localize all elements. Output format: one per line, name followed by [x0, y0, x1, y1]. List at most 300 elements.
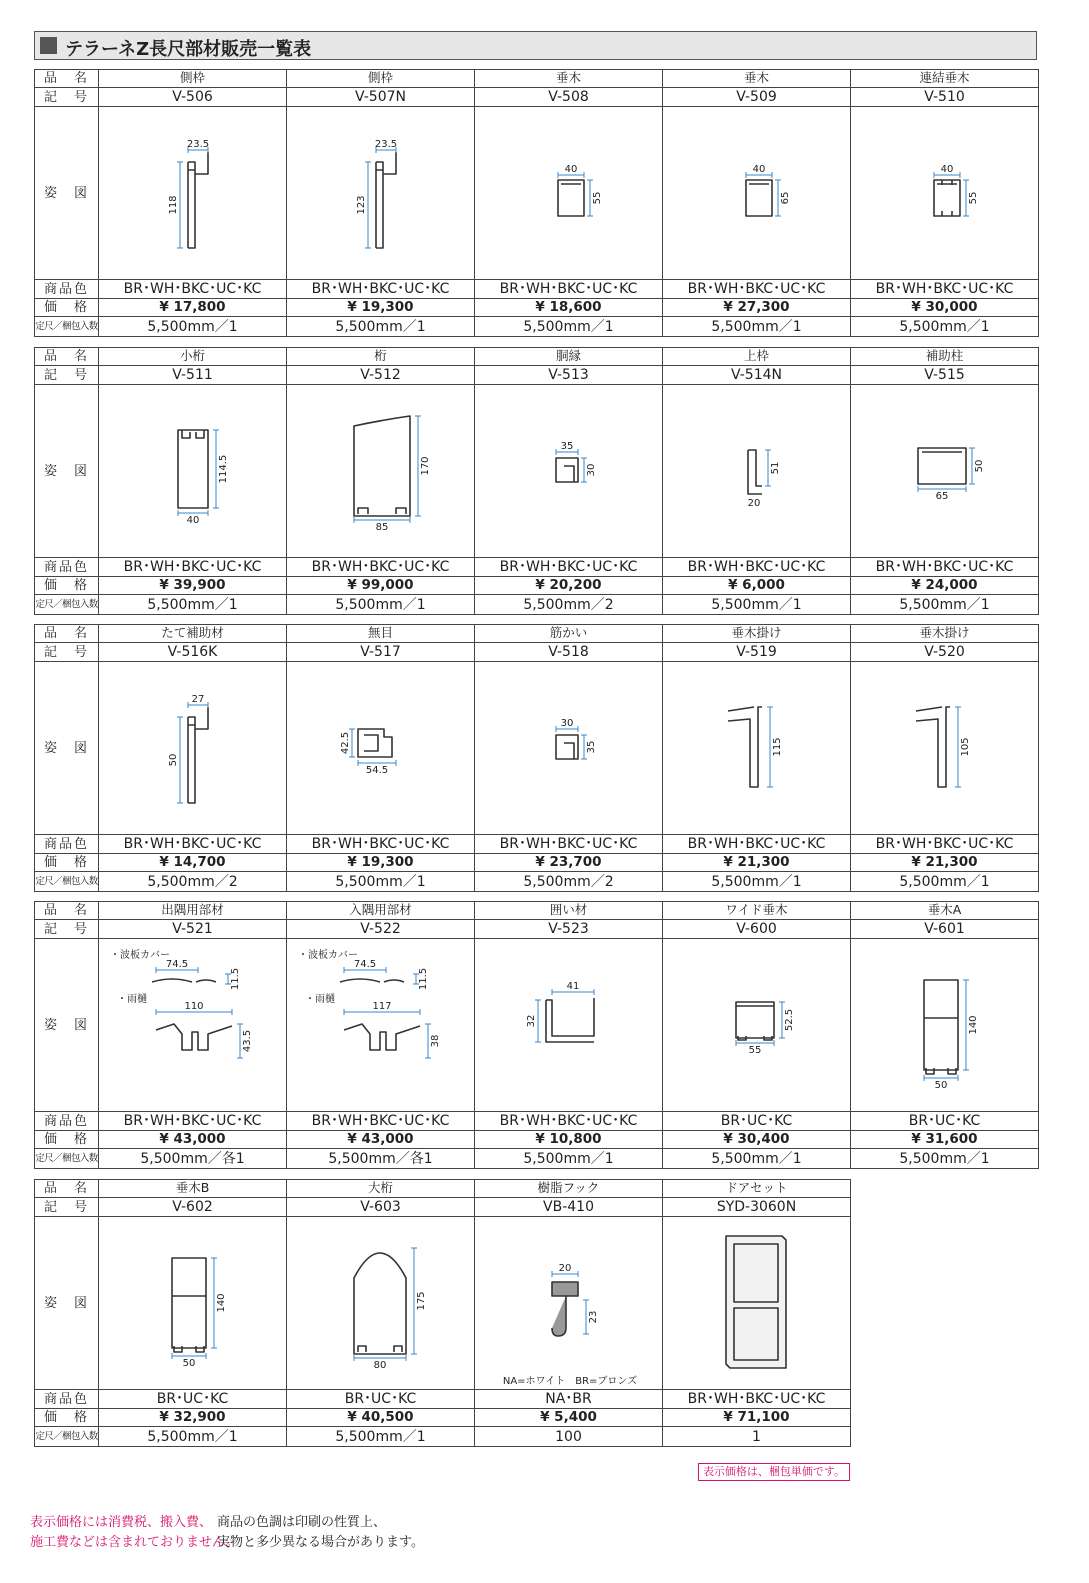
profile-shape	[188, 707, 208, 803]
product-code: V-523	[475, 920, 663, 939]
product-name: ドアセット	[663, 1180, 851, 1198]
product-colors: BR･WH･BKC･UC･KC	[663, 280, 851, 299]
product-colors: BR･WH･BKC･UC･KC	[99, 835, 287, 854]
row-label-color: 商品色	[35, 558, 99, 577]
product-unit: 5,500mm／1	[475, 317, 663, 337]
title-bar	[34, 31, 1037, 60]
product-price: ¥ 71,100	[663, 1409, 851, 1427]
dimension-label: 11.5	[417, 967, 429, 991]
product-code: V-521	[99, 920, 287, 939]
product-name: 連結垂木	[851, 70, 1039, 88]
product-block-5	[34, 1179, 1039, 1447]
row-label-code: 記 号	[35, 88, 99, 107]
dimension-label: 42.5	[339, 731, 351, 755]
dimension-label: 50	[182, 1358, 195, 1369]
row-price	[35, 1409, 1039, 1427]
dimension-label: 55	[591, 191, 603, 205]
row-label-price: 価 格	[35, 299, 99, 317]
product-code: V-603	[287, 1198, 475, 1217]
dimension-label: 55	[967, 191, 979, 205]
product-figure	[99, 107, 287, 280]
product-name: 垂木A	[851, 902, 1039, 920]
dimension-label: 51	[769, 461, 781, 475]
dimension-label: 140	[215, 1293, 227, 1313]
profile-drawing	[100, 1218, 286, 1388]
empty-cell	[851, 1217, 1039, 1390]
product-unit: 5,500mm／2	[99, 872, 287, 892]
profile-shape	[942, 180, 952, 216]
product-name: 垂木	[663, 70, 851, 88]
figure-caption: ・雨樋	[116, 994, 147, 1005]
profile-shape	[152, 979, 216, 982]
dimension-label: 50	[934, 1080, 947, 1091]
product-unit: 5,500mm／1	[287, 595, 475, 615]
profile-drawing	[664, 940, 850, 1110]
product-figure	[475, 662, 663, 835]
product-price: ¥ 21,300	[851, 854, 1039, 872]
product-price: ¥ 17,800	[99, 299, 287, 317]
product-figure	[475, 1217, 663, 1390]
dimension-label: 117	[371, 1001, 392, 1012]
profile-drawing	[288, 108, 474, 278]
product-code: V-514N	[663, 366, 851, 385]
product-price: ¥ 14,700	[99, 854, 287, 872]
product-colors: BR･WH･BKC･UC･KC	[99, 1112, 287, 1131]
product-colors: BR･WH･BKC･UC･KC	[851, 558, 1039, 577]
empty-cell	[851, 1180, 1039, 1198]
product-figure	[287, 939, 475, 1112]
row-label-price: 価 格	[35, 1409, 99, 1427]
dimension-label: 35	[560, 441, 573, 452]
product-colors: BR･WH･BKC･UC･KC	[475, 280, 663, 299]
row-price	[35, 854, 1039, 872]
footer-tax-line-1: 表示価格には消費税、搬入費、	[30, 1515, 213, 1530]
dimension-label: 20	[747, 498, 760, 509]
product-block-2	[34, 347, 1039, 615]
product-code: V-510	[851, 88, 1039, 107]
product-code: V-515	[851, 366, 1039, 385]
product-unit: 5,500mm／1	[663, 1149, 851, 1169]
row-label-unit: 定尺／梱包入数	[35, 872, 99, 892]
row-label-figure: 姿 図	[35, 1217, 99, 1390]
profile-shape	[728, 707, 762, 787]
row-label-color: 商品色	[35, 1112, 99, 1131]
product-block-3	[34, 624, 1039, 892]
footer-color-note	[217, 1513, 424, 1553]
price-note: 表示価格は、梱包単価です。	[698, 1463, 850, 1481]
product-figure	[851, 107, 1039, 280]
row-label-name: 品 名	[35, 625, 99, 643]
product-price: ¥ 27,300	[663, 299, 851, 317]
product-name: 垂木	[475, 70, 663, 88]
profile-shape	[354, 416, 410, 516]
dimension-label: 30	[560, 718, 573, 729]
dimension-label: 43.5	[241, 1029, 253, 1053]
product-unit: 5,500mm／2	[475, 595, 663, 615]
profile-drawing	[664, 108, 850, 278]
dimension-label: 40	[752, 164, 765, 175]
product-name: 入隅用部材	[287, 902, 475, 920]
profile-drawing	[288, 386, 474, 556]
product-price: ¥ 39,900	[99, 577, 287, 595]
profile-drawing	[100, 386, 286, 556]
figure-caption: ・雨樋	[304, 994, 335, 1005]
product-figure	[287, 107, 475, 280]
dimension-label: 80	[373, 1360, 386, 1371]
page-title: テラーネZ長尺部材販売一覧表	[65, 39, 312, 60]
profile-drawing	[288, 940, 474, 1110]
product-unit: 5,500mm／1	[851, 317, 1039, 337]
row-label-unit: 定尺／梱包入数	[35, 595, 99, 615]
product-code: V-517	[287, 643, 475, 662]
product-name: 桁	[287, 348, 475, 366]
profile-shape	[746, 180, 772, 216]
profile-drawing	[852, 663, 1038, 833]
dimension-label: 32	[525, 1014, 537, 1028]
product-colors: BR･WH･BKC･UC･KC	[99, 558, 287, 577]
profile-drawing	[664, 386, 850, 556]
product-colors: BR･UC･KC	[287, 1390, 475, 1409]
product-figure	[475, 385, 663, 558]
product-figure	[287, 1217, 475, 1390]
product-unit: 5,500mm／各1	[99, 1149, 287, 1169]
product-figure	[851, 385, 1039, 558]
dimension-label: 65	[779, 191, 791, 205]
dimension-label: 27	[191, 694, 204, 705]
product-code: VB-410	[475, 1198, 663, 1217]
dimension-label: 52.5	[783, 1008, 795, 1032]
product-code: V-506	[99, 88, 287, 107]
dimension-label: 110	[183, 1001, 204, 1012]
profile-shape	[172, 1258, 206, 1352]
product-code: V-600	[663, 920, 851, 939]
product-figure	[663, 1217, 851, 1390]
row-label-color: 商品色	[35, 1390, 99, 1409]
row-color	[35, 1390, 1039, 1409]
row-name	[35, 348, 1039, 366]
product-colors: BR･WH･BKC･UC･KC	[287, 1112, 475, 1131]
dimension-label: 74.5	[165, 959, 188, 970]
profile-drawing	[476, 940, 662, 1110]
row-name	[35, 70, 1039, 88]
row-price	[35, 577, 1039, 595]
color-legend-note: NA=ホワイト BR=ブロンズ	[502, 1376, 637, 1387]
product-figure	[99, 662, 287, 835]
product-unit: 5,500mm／1	[663, 872, 851, 892]
product-code: V-518	[475, 643, 663, 662]
product-unit: 5,500mm／1	[851, 872, 1039, 892]
product-name: 無目	[287, 625, 475, 643]
row-unit	[35, 317, 1039, 337]
product-name: 補助柱	[851, 348, 1039, 366]
product-code: V-519	[663, 643, 851, 662]
product-figure	[287, 385, 475, 558]
row-color	[35, 280, 1039, 299]
profile-drawing	[476, 108, 662, 278]
row-unit	[35, 1149, 1039, 1169]
title-square-icon	[40, 37, 57, 54]
product-figure	[475, 107, 663, 280]
product-colors: NA･BR	[475, 1390, 663, 1409]
row-label-name: 品 名	[35, 70, 99, 88]
product-unit: 5,500mm／1	[287, 317, 475, 337]
product-price: ¥ 20,200	[475, 577, 663, 595]
row-figure	[35, 385, 1039, 558]
product-unit: 5,500mm／1	[475, 1149, 663, 1169]
profile-drawing	[852, 940, 1038, 1110]
dimension-label: 54.5	[365, 765, 388, 776]
row-label-unit: 定尺／梱包入数	[35, 317, 99, 337]
profile-shape	[934, 180, 960, 216]
dimension-label: 123	[355, 195, 367, 215]
row-code	[35, 920, 1039, 939]
product-price: ¥ 19,300	[287, 299, 475, 317]
dimension-label: 38	[429, 1034, 441, 1048]
dimension-label: 23.5	[374, 139, 397, 150]
product-block-1	[34, 69, 1039, 337]
dimension-label: 55	[748, 1045, 761, 1056]
profile-drawing	[288, 1218, 474, 1388]
dimension-label: 85	[375, 522, 388, 533]
product-figure	[99, 385, 287, 558]
row-label-price: 価 格	[35, 854, 99, 872]
product-price: ¥ 30,400	[663, 1131, 851, 1149]
product-unit: 1	[663, 1427, 851, 1447]
dimension-label: 74.5	[353, 959, 376, 970]
profile-drawing	[852, 108, 1038, 278]
product-colors: BR･WH･BKC･UC･KC	[287, 280, 475, 299]
footer-tax-line-2: 施工費などは含まれておりません。	[30, 1535, 239, 1550]
product-name: 小桁	[99, 348, 287, 366]
product-colors: BR･WH･BKC･UC･KC	[287, 558, 475, 577]
row-color	[35, 1112, 1039, 1131]
product-unit: 5,500mm／1	[663, 595, 851, 615]
product-code: SYD-3060N	[663, 1198, 851, 1217]
product-name: 筋かい	[475, 625, 663, 643]
product-name: 垂木掛け	[663, 625, 851, 643]
product-price: ¥ 5,400	[475, 1409, 663, 1427]
row-label-name: 品 名	[35, 902, 99, 920]
dimension-label: 105	[959, 737, 971, 757]
profile-shape	[156, 1024, 232, 1050]
hook-shape	[552, 1282, 578, 1336]
product-name: ワイド垂木	[663, 902, 851, 920]
row-label-figure: 姿 図	[35, 385, 99, 558]
product-price: ¥ 21,300	[663, 854, 851, 872]
profile-shape	[354, 1253, 406, 1354]
dimension-label: 11.5	[229, 967, 241, 991]
figure-caption: ・波板カバー	[109, 950, 170, 961]
row-unit	[35, 595, 1039, 615]
product-unit: 5,500mm／1	[99, 1427, 287, 1447]
product-colors: BR･WH･BKC･UC･KC	[475, 1112, 663, 1131]
product-price: ¥ 6,000	[663, 577, 851, 595]
row-figure	[35, 939, 1039, 1112]
profile-shape	[556, 458, 578, 482]
product-name: たて補助材	[99, 625, 287, 643]
dimension-label: 41	[566, 981, 579, 992]
dimension-label: 40	[186, 515, 199, 526]
product-colors: BR･WH･BKC･UC･KC	[287, 835, 475, 854]
profile-shape	[178, 430, 208, 508]
profile-drawing	[664, 663, 850, 833]
product-name: 上枠	[663, 348, 851, 366]
product-figure	[287, 662, 475, 835]
dimension-label: 114.5	[217, 454, 229, 484]
row-label-color: 商品色	[35, 835, 99, 854]
product-colors: BR･WH･BKC･UC･KC	[851, 835, 1039, 854]
profile-drawing	[100, 663, 286, 833]
row-price	[35, 299, 1039, 317]
product-block-4	[34, 901, 1039, 1169]
empty-cell	[851, 1390, 1039, 1409]
row-figure	[35, 107, 1039, 280]
dimension-label: 115	[771, 737, 783, 757]
product-price: ¥ 30,000	[851, 299, 1039, 317]
row-code	[35, 1198, 1039, 1217]
product-figure	[663, 939, 851, 1112]
product-colors: BR･UC･KC	[851, 1112, 1039, 1131]
row-label-figure: 姿 図	[35, 939, 99, 1112]
product-name: 垂木B	[99, 1180, 287, 1198]
profile-drawing	[476, 1218, 662, 1388]
dimension-label: 23	[587, 1310, 599, 1324]
product-name: 出隅用部材	[99, 902, 287, 920]
product-code: V-507N	[287, 88, 475, 107]
product-figure	[663, 662, 851, 835]
profile-shape	[748, 450, 762, 494]
product-price: ¥ 32,900	[99, 1409, 287, 1427]
row-label-color: 商品色	[35, 280, 99, 299]
product-colors: BR･WH･BKC･UC･KC	[475, 558, 663, 577]
product-colors: BR･WH･BKC･UC･KC	[663, 558, 851, 577]
product-colors: BR･WH･BKC･UC･KC	[475, 835, 663, 854]
row-figure	[35, 1217, 1039, 1390]
dimension-label: 140	[967, 1015, 979, 1035]
product-code: V-512	[287, 366, 475, 385]
product-name: 大桁	[287, 1180, 475, 1198]
product-unit: 5,500mm／2	[475, 872, 663, 892]
profile-shape	[558, 180, 584, 216]
product-price: ¥ 24,000	[851, 577, 1039, 595]
footer-color-line-1: 商品の色調は印刷の性質上、	[217, 1515, 387, 1530]
profile-shape	[916, 707, 950, 787]
product-figure	[99, 939, 287, 1112]
row-name	[35, 902, 1039, 920]
product-code: V-520	[851, 643, 1039, 662]
row-label-figure: 姿 図	[35, 662, 99, 835]
product-price: ¥ 10,800	[475, 1131, 663, 1149]
product-price: ¥ 43,000	[287, 1131, 475, 1149]
row-label-code: 記 号	[35, 366, 99, 385]
footer-color-line-2: 実物と多少異なる場合があります。	[217, 1535, 424, 1550]
product-code: V-508	[475, 88, 663, 107]
product-name: 囲い材	[475, 902, 663, 920]
row-unit	[35, 872, 1039, 892]
product-figure	[663, 385, 851, 558]
profile-drawing	[288, 663, 474, 833]
product-code: V-602	[99, 1198, 287, 1217]
product-price: ¥ 31,600	[851, 1131, 1039, 1149]
row-label-unit: 定尺／梱包入数	[35, 1427, 99, 1447]
dimension-label: 50	[973, 459, 985, 473]
profile-shape	[736, 1002, 774, 1040]
footer-tax-note	[30, 1513, 239, 1553]
product-figure	[99, 1217, 287, 1390]
empty-cell	[851, 1427, 1039, 1447]
product-unit: 5,500mm／1	[851, 1149, 1039, 1169]
product-name: 側枠	[99, 70, 287, 88]
dimension-label: 118	[167, 195, 179, 215]
figure-caption: ・波板カバー	[297, 950, 358, 961]
product-figure	[851, 939, 1039, 1112]
empty-cell	[851, 1409, 1039, 1427]
profile-drawing	[852, 386, 1038, 556]
product-unit: 5,500mm／1	[287, 1427, 475, 1447]
profile-drawing	[664, 1218, 850, 1388]
dimension-label: 40	[564, 164, 577, 175]
product-unit: 5,500mm／1	[99, 317, 287, 337]
dimension-label: 50	[167, 753, 179, 767]
row-label-code: 記 号	[35, 920, 99, 939]
profile-drawing	[476, 663, 662, 833]
row-label-code: 記 号	[35, 1198, 99, 1217]
product-colors: BR･WH･BKC･UC･KC	[663, 1390, 851, 1409]
product-name: 垂木掛け	[851, 625, 1039, 643]
product-price: ¥ 18,600	[475, 299, 663, 317]
profile-shape	[924, 980, 958, 1074]
empty-cell	[851, 1198, 1039, 1217]
row-label-unit: 定尺／梱包入数	[35, 1149, 99, 1169]
row-label-name: 品 名	[35, 348, 99, 366]
product-name: 樹脂フック	[475, 1180, 663, 1198]
row-unit	[35, 1427, 1039, 1447]
row-name	[35, 625, 1039, 643]
product-colors: BR･WH･BKC･UC･KC	[851, 280, 1039, 299]
product-figure	[475, 939, 663, 1112]
product-unit: 5,500mm／1	[287, 872, 475, 892]
profile-shape	[376, 152, 396, 248]
profile-drawing	[100, 940, 286, 1110]
dimension-label: 40	[940, 164, 953, 175]
row-name	[35, 1180, 1039, 1198]
row-figure	[35, 662, 1039, 835]
dimension-label: 23.5	[186, 139, 209, 150]
profile-shape	[344, 1024, 420, 1050]
product-unit: 5,500mm／1	[663, 317, 851, 337]
row-label-code: 記 号	[35, 643, 99, 662]
product-figure	[663, 107, 851, 280]
product-unit: 100	[475, 1427, 663, 1447]
row-code	[35, 643, 1039, 662]
profile-drawing	[100, 108, 286, 278]
row-code	[35, 88, 1039, 107]
profile-shape	[918, 448, 966, 484]
row-label-figure: 姿 図	[35, 107, 99, 280]
product-code: V-513	[475, 366, 663, 385]
product-code: V-522	[287, 920, 475, 939]
row-label-price: 価 格	[35, 1131, 99, 1149]
profile-shape	[340, 979, 404, 982]
product-price: ¥ 19,300	[287, 854, 475, 872]
dimension-label: 20	[558, 1263, 571, 1274]
product-code: V-601	[851, 920, 1039, 939]
row-code	[35, 366, 1039, 385]
product-price: ¥ 99,000	[287, 577, 475, 595]
product-unit: 5,500mm／1	[851, 595, 1039, 615]
product-name: 側枠	[287, 70, 475, 88]
dimension-label: 30	[585, 463, 597, 477]
